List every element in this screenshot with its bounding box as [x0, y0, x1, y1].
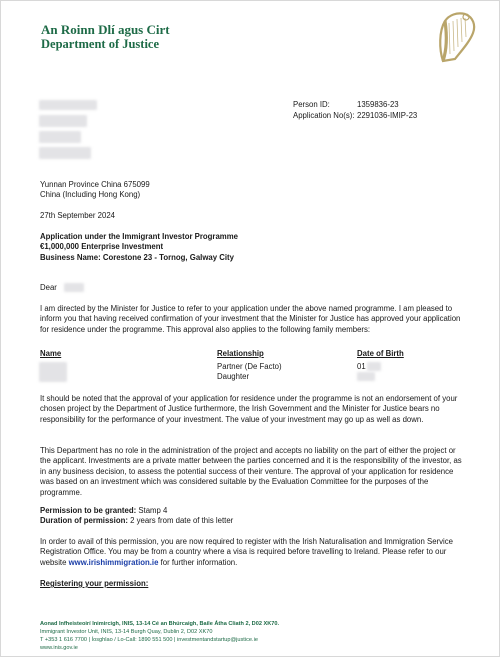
- redacted-dob: [357, 372, 375, 381]
- table-row-1-dob: 01: [357, 362, 366, 371]
- endorsement-paragraph: It should be noted that the approval of your application for residence under the programme is not an endorsement of your chosen project by the Department of Justice furthermore, the Irish Government and the Minister for Justice bears no responsibility for the performance of your investment. The value of your investment may go up as well as down.: [40, 394, 458, 424]
- intro-paragraph: I am directed by the Minister for Justice to refer to your application under the above named programme. I am pleased to inform you that having received confirmation of your investment that the Minister for Justice has approved your application for residence under the programme. This approval also applies to the following family members:: [40, 304, 461, 334]
- registering-heading: Registering your permission:: [40, 579, 149, 588]
- footer-irish-address: Aonad Infheisteoirí Inimircigh, INIS, 13-14 Cé an Bhúrcaigh, Baile Átha Cliath 2, D02 XK70.: [40, 621, 280, 627]
- registration-paragraph: [40, 537, 465, 568]
- address-line-2: China (Including Hong Kong): [40, 190, 141, 200]
- duration-label: Duration of permission:: [40, 516, 128, 526]
- redacted-dob: [367, 362, 381, 371]
- department-irish-name: An Roinn Dlí agus Cirt: [41, 22, 170, 37]
- person-id-label: Person ID:: [293, 100, 330, 109]
- footer-english-address: Immigrant Investor Unit, INIS, 13-14 Burgh Quay, Dublin 2, D02 XK70: [40, 629, 213, 635]
- table-row-2-relationship: Daughter: [217, 372, 250, 381]
- reference-block: [293, 100, 417, 121]
- letter-date: 27th September 2024: [40, 211, 115, 220]
- permission-block: [40, 506, 465, 527]
- person-id-value: 1359836-23: [357, 100, 399, 109]
- liability-paragraph: This Department has no role in the administration of the project and accepts no liability on the part of either the project or the applicant. Investments are a private matter between the parties concerned and it is the responsibility of the investor, as in any business decision, to assess the potential success of their venture. The approval of your application for residence was based on an investment which was considered suitable by the Evaluation Committee for the purposes of the programme.: [40, 446, 462, 497]
- subject-block: [40, 232, 465, 263]
- redacted-address-line: [39, 147, 91, 159]
- stamp-value: Stamp 4: [138, 506, 168, 515]
- redacted-salutation-name: [64, 283, 84, 292]
- table-header-relationship: Relationship: [217, 349, 264, 358]
- immigration-website-link[interactable]: www.irishimmigration.ie: [68, 557, 159, 567]
- redacted-recipient-name: [39, 100, 97, 110]
- application-number-label: Application No(s):: [293, 110, 355, 120]
- table-header-name: Name: [40, 349, 62, 358]
- subject-line-1: Application under the Immigrant Investor Programme: [40, 232, 238, 241]
- application-number-value: 2291036-IMIP-23: [357, 110, 418, 120]
- address-line-1: Yunnan Province China 675099: [40, 180, 150, 189]
- footer-contact: T +353 1 616 7700 | Íosghlao / Lo-Call: 1890 551 500 | investmentandstartup@justice.ie: [40, 637, 258, 643]
- stamp-label: Permission to be granted:: [40, 506, 137, 515]
- subject-line-3: Business Name: Corestone 23 - Tornog, Galway City: [40, 252, 234, 262]
- department-letterhead: [41, 23, 170, 52]
- table-row-1-relationship: Partner (De Facto): [217, 362, 282, 371]
- address-block: [40, 180, 465, 201]
- redacted-family-names: [39, 362, 67, 382]
- duration-value: 2 years from date of this letter: [130, 516, 234, 526]
- registration-text: In order to avail of this permission, you are now required to register with the Irish Naturalisation and Immigration Service Registration Office. You may be from a country where a visa is required before travelling to Ireland. Please refer to our website: [40, 537, 453, 567]
- subject-line-2: €1,000,000 Enterprise Investment: [40, 242, 164, 252]
- redacted-address-line: [39, 131, 81, 143]
- table-header-dob: Date of Birth: [357, 349, 404, 358]
- registration-text-end: for further information.: [158, 557, 238, 567]
- department-english-name: Department of Justice: [41, 37, 160, 51]
- redacted-address-line: [39, 115, 87, 127]
- salutation: Dear: [40, 283, 57, 292]
- footer-website: www.inis.gov.ie: [40, 645, 78, 651]
- harp-emblem-icon: [433, 9, 479, 67]
